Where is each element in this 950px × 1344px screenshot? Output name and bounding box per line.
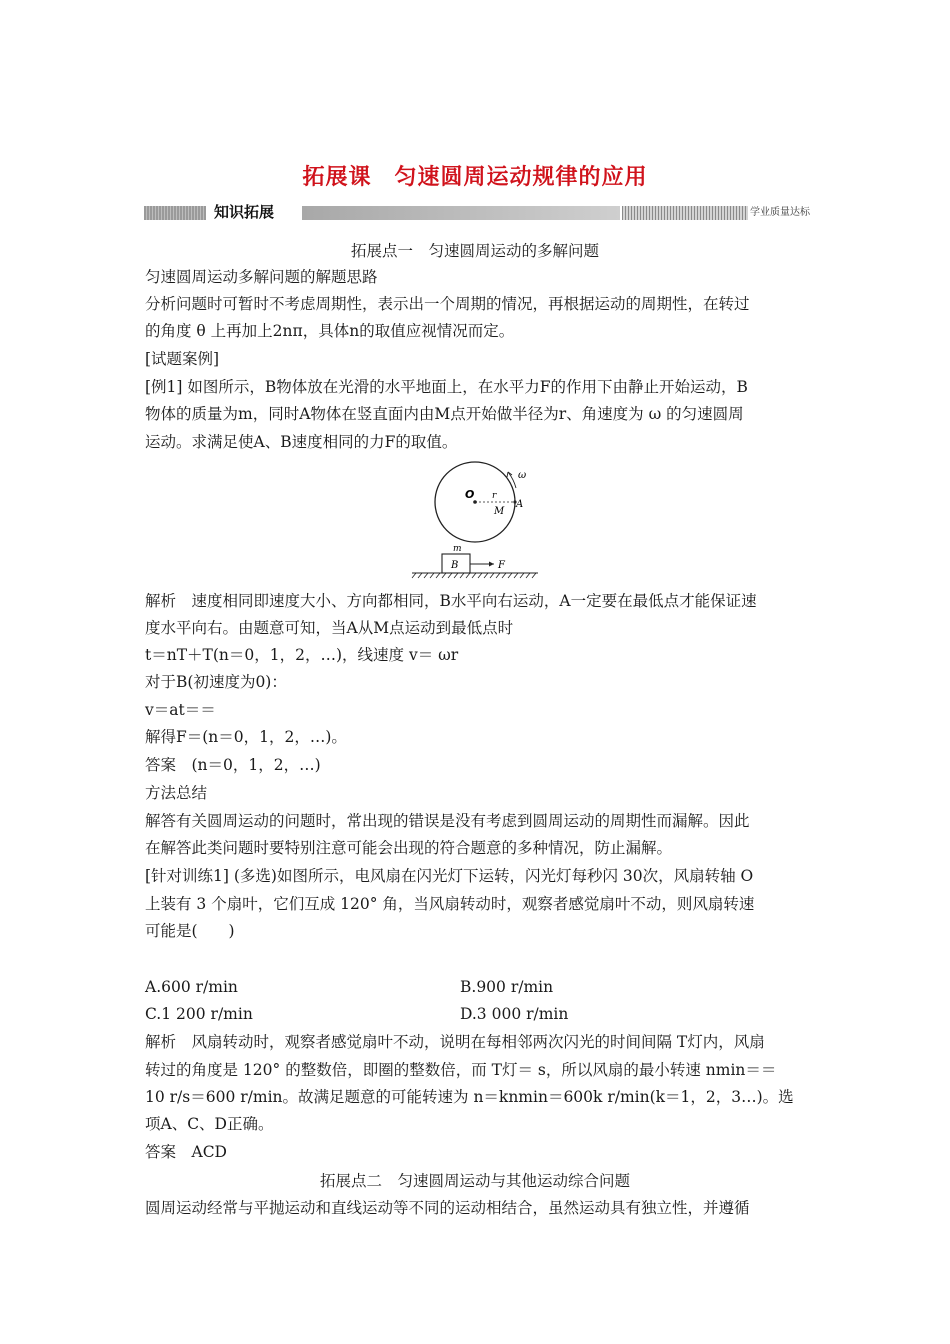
banner-bar-middle (302, 206, 620, 220)
label-omega: ω (518, 470, 527, 481)
training1-line: [针对训练1] (多选)如图所示，电风扇在闪光灯下运转，闪光灯每秒闪 30次，风扇转轴 O (145, 867, 754, 885)
section2-heading: 拓展点二 匀速圆周运动与其他运动综合问题 (319, 1172, 630, 1190)
page-title: 拓展课 匀速圆周运动规律的应用 (302, 165, 648, 190)
paragraph-line: 的角度 θ 上再加上2nπ，具体n的取值应视情况而定。 (145, 322, 515, 340)
case-label: [试题案例] (145, 350, 220, 368)
solution2-line: 10 r/s＝600 r/min。故满足题意的可能转速为 n＝knmin＝600k r/min(k＝1，2，3…)。选 (145, 1088, 794, 1106)
label-r: r (492, 491, 497, 501)
option-c: C.1 200 r/min (145, 1005, 253, 1023)
solution2-line: 解析 风扇转动时，观察者感觉扇叶不动，说明在每相邻两次闪光的时间间隔 T灯内，风扇 (145, 1033, 765, 1051)
label-o: O (465, 488, 475, 501)
option-b: B.900 r/min (460, 978, 554, 996)
banner-tag: 学业质量达标 (750, 207, 810, 218)
section1-subhead: 匀速圆周运动多解问题的解题思路 (145, 268, 378, 286)
label-m-point: M (494, 506, 505, 517)
label-a: A (516, 499, 524, 510)
answer1: 答案 (n＝0，1，2，…) (145, 756, 321, 774)
option-a: A.600 r/min (145, 978, 238, 996)
method-title: 方法总结 (145, 784, 208, 802)
label-f: F (498, 560, 505, 571)
solution2-line: 转过的角度是 120° 的整数倍，即圈的整数倍，而 T灯＝ s，所以风扇的最小转速 nmin＝＝ (145, 1061, 777, 1079)
force-arrowhead (489, 562, 494, 567)
solution1-line: t＝nT＋T(n＝0，1，2，…)，线速度 v＝ ωr (145, 646, 459, 664)
training1-line: 可能是( ) (145, 922, 235, 940)
paragraph-line: 分析问题时可暂时不考虑周期性，表示出一个周期的情况，再根据运动的周期性，在转过 (145, 295, 750, 313)
label-b: B (451, 560, 459, 571)
ground-hatching (412, 573, 536, 578)
section-banner (144, 202, 814, 224)
solution1-line: 度水平向右。由题意可知，当A从M点运动到最低点时 (145, 619, 514, 637)
solution2-line: 项A、C、D正确。 (145, 1115, 274, 1133)
solution1-line: 解得F＝(n＝0，1，2，…)。 (145, 728, 347, 746)
banner-label: 知识拓展 (214, 203, 275, 221)
section1-heading: 拓展点一 匀速圆周运动的多解问题 (350, 242, 599, 260)
answer2: 答案 ACD (145, 1143, 227, 1161)
circle-block-figure (410, 458, 540, 580)
solution1-line: 对于B(初速度为0)： (145, 673, 287, 691)
banner-bar-stripes (622, 206, 748, 220)
example1-line: 物体的质量为m，同时A物体在竖直面内由M点开始做半径为r、角速度为 ω 的匀速圆周 (145, 405, 744, 423)
example1-line: [例1] 如图所示，B物体放在光滑的水平地面上，在水平力F的作用下由静止开始运动，B (145, 378, 748, 396)
method-line: 解答有关圆周运动的问题时，常出现的错误是没有考虑到圆周运动的周期性而漏解。因此 (145, 812, 750, 830)
solution1-line: 解析 速度相同即速度大小、方向都相同，B水平向右运动，A一定要在最低点才能保证速 (145, 592, 757, 610)
option-d: D.3 000 r/min (460, 1005, 569, 1023)
example1-line: 运动。求满足使A、B速度相同的力F的取值。 (145, 433, 458, 451)
label-mass: m (453, 544, 462, 554)
training1-line: 上装有 3 个扇叶，它们互成 120° 角，当风扇转动时，观察者感觉扇叶不动，则风扇转速 (145, 895, 755, 913)
section2-paragraph: 圆周运动经常与平抛运动和直线运动等不同的运动相结合，虽然运动具有独立性，并遵循 (145, 1199, 750, 1217)
method-line: 在解答此类问题时要特别注意可能会出现的符合题意的多种情况，防止漏解。 (145, 839, 673, 857)
banner-bar-left (144, 206, 206, 220)
solution1-line: v＝at＝＝ (145, 701, 216, 719)
